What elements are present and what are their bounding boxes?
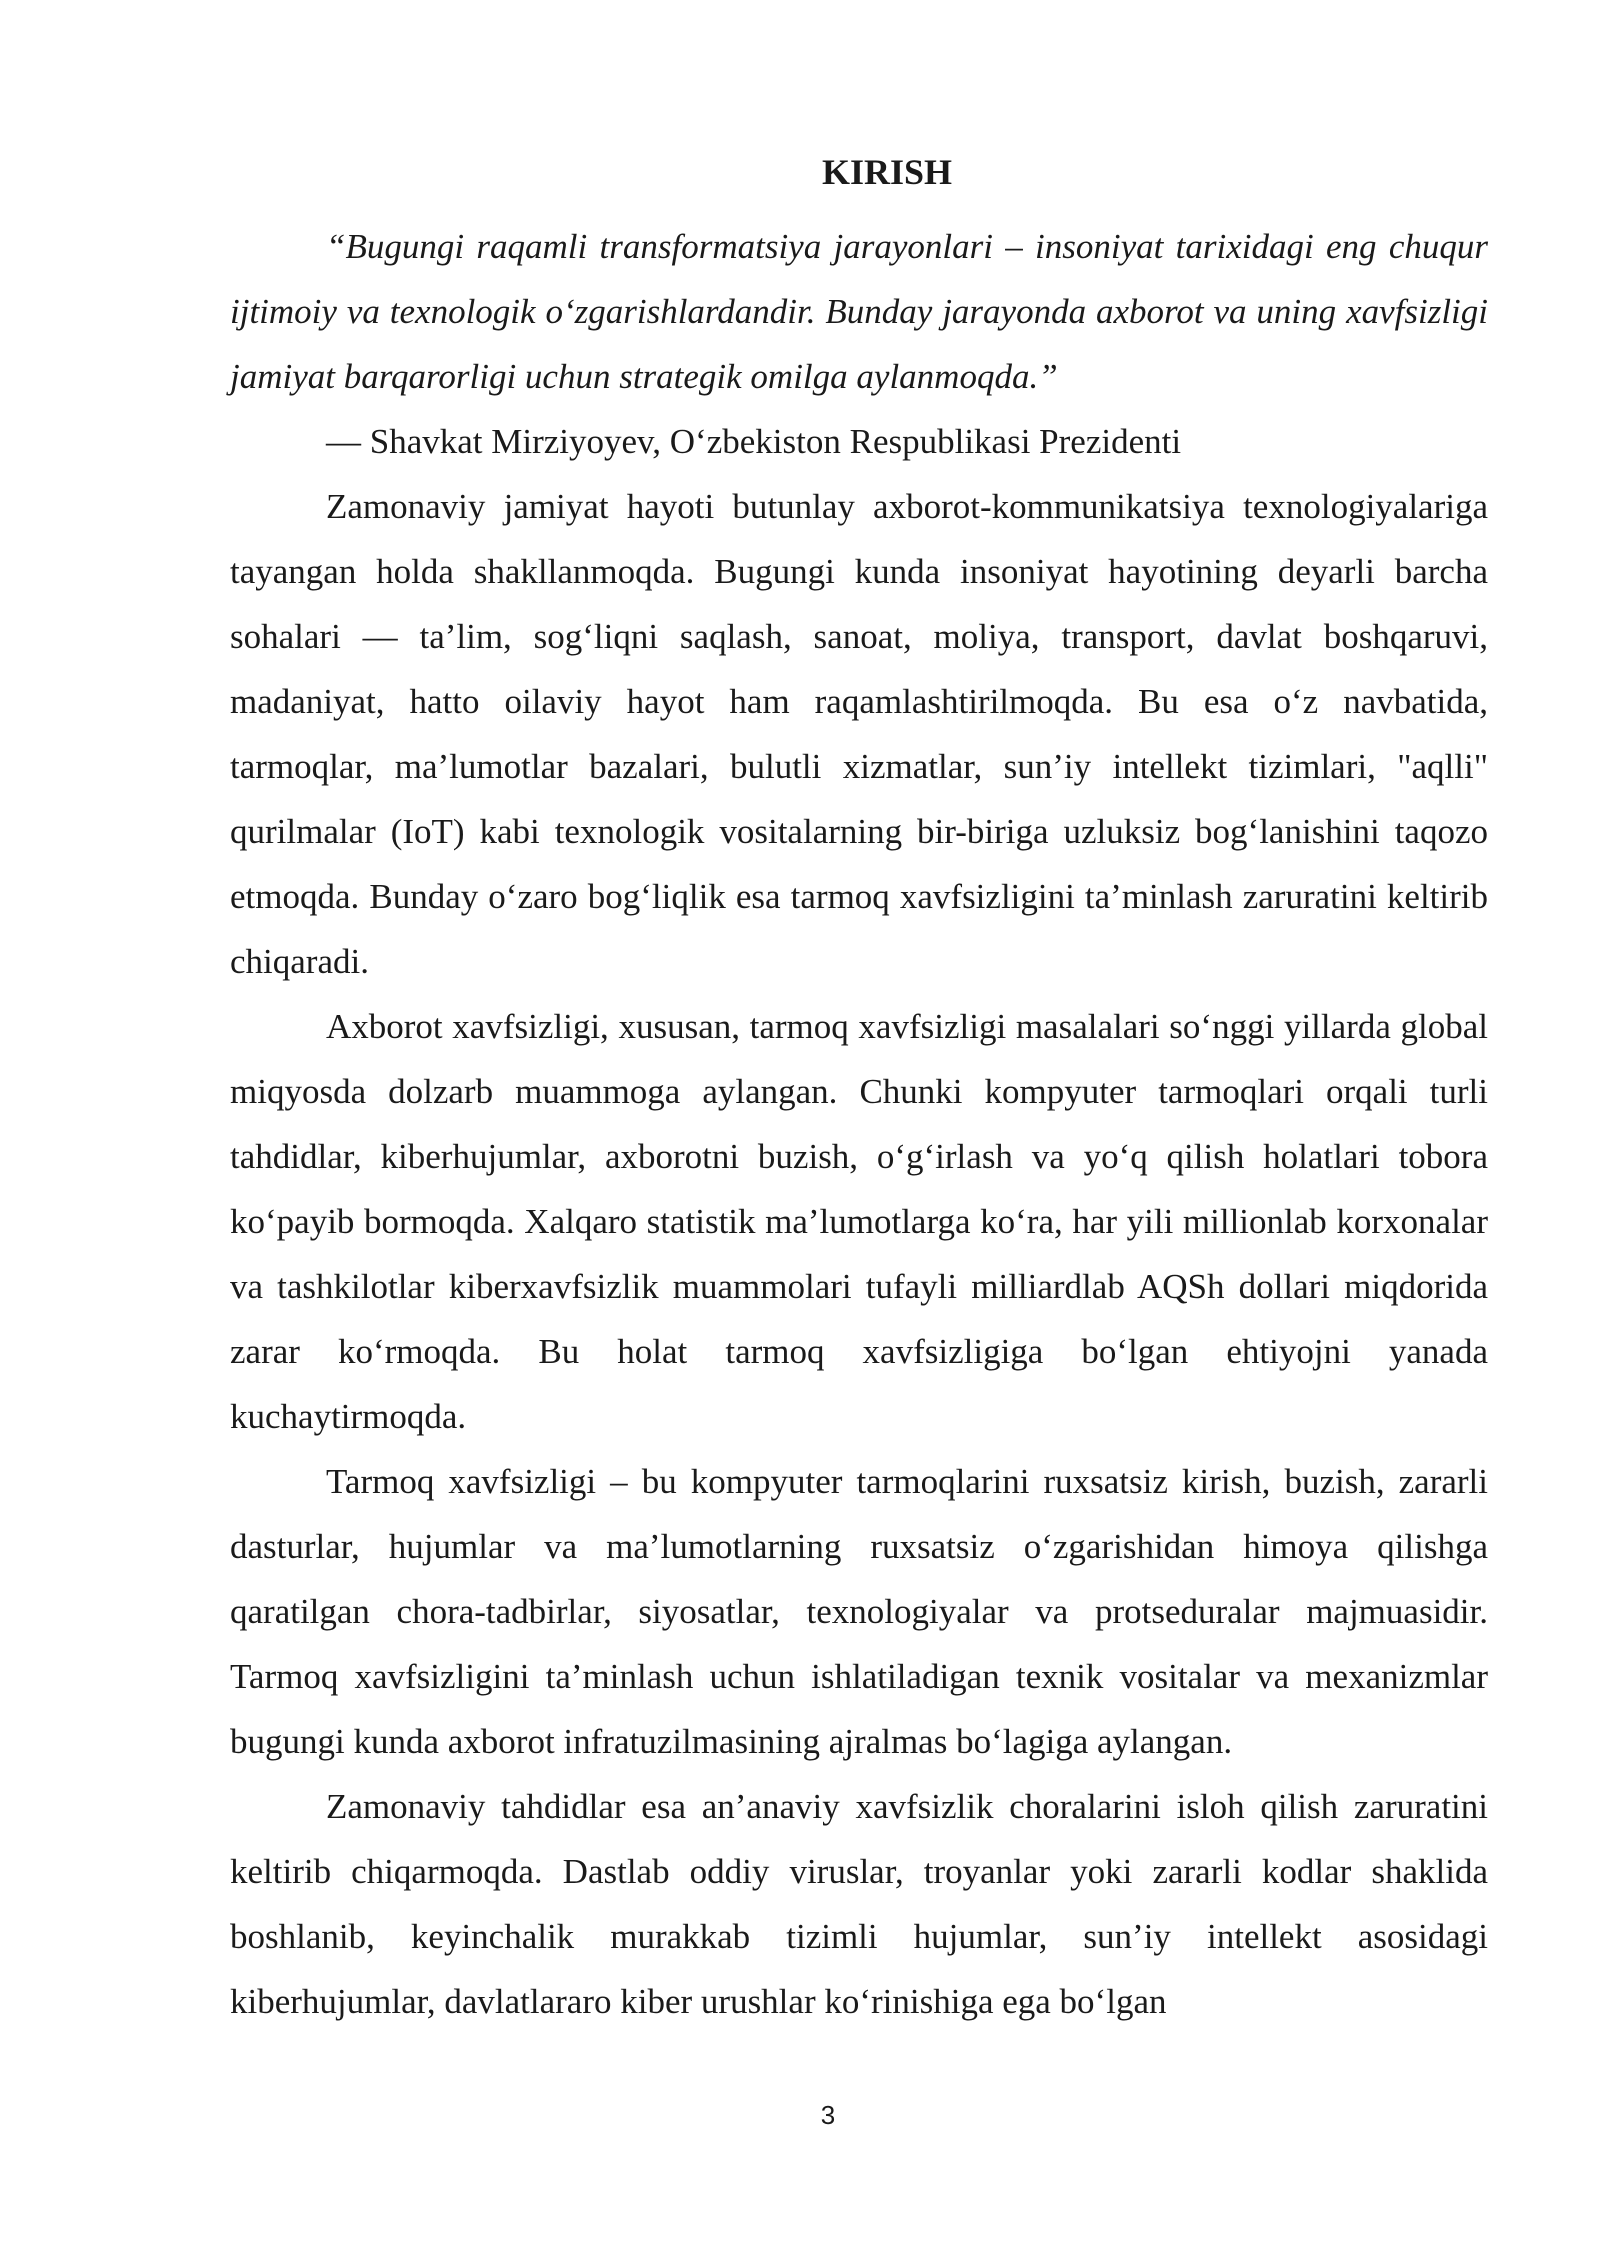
page-content	[230, 148, 1488, 2034]
epigraph-quote: “Bugungi raqamli transformatsiya jarayonlari – insoniyat tarixidagi eng chuqur ijtimoiy va texnologik o‘zgarishlardandir. Bunday jarayonda axborot va uning xavfsizligi jamiyat barqarorligi uchun strategik omilga aylanmoqda.”	[230, 227, 1488, 396]
paragraph-2: Axborot xavfsizligi, xususan, tarmoq xavfsizligi masalalari so‘nggi yillarda global miqyosda dolzarb muammoga aylangan. Chunki kompyuter tarmoqlari orqali turli tahdidlar, kiberhujumlar, axborotni buzish, o‘g‘irlash va yo‘q qilish holatlari tobora ko‘payib bormoqda. Xalqaro statistik ma’lumotlarga ko‘ra, har yili millionlab korxonalar va tashkilotlar kiberxavfsizlik muammolari tufayli milliardlab AQSh dollari miqdorida zarar ko‘rmoqda. Bu holat tarmoq xavfsizligiga bo‘lgan ehtiyojni yanada kuchaytirmoqda.	[230, 1007, 1488, 1436]
page-number: 3	[820, 2100, 836, 2130]
section-title: KIRISH	[821, 152, 953, 192]
paragraph-1: Zamonaviy jamiyat hayoti butunlay axborot-kommunikatsiya texnologiyalariga tayangan holda shakllanmoqda. Bugungi kunda insoniyat hayotining deyarli barcha sohalari — ta’lim, sog‘liqni saqlash, sanoat, moliya, transport, davlat boshqaruvi, madaniyat, hatto oilaviy hayot ham raqamlashtirilmoqda. Bu esa o‘z navbatida, tarmoqlar, ma’lumotlar bazalari, bulutli xizmatlar, sun’iy intellekt tizimlari, "aqlli" qurilmalar (IoT) kabi texnologik vositalarning bir-biriga uzluksiz bog‘lanishini taqozo etmoqda. Bunday o‘zaro bog‘liqlik esa tarmoq xavfsizligini ta’minlash zaruratini keltirib chiqaradi.	[230, 487, 1488, 981]
epigraph-attribution: — Shavkat Mirziyoyev, O‘zbekiston Respublikasi Prezidenti	[326, 422, 1182, 461]
paragraph-3: Tarmoq xavfsizligi – bu kompyuter tarmoqlarini ruxsatsiz kirish, buzish, zararli dasturlar, hujumlar va ma’lumotlarning ruxsatsiz o‘zgarishidan himoya qilishga qaratilgan chora-tadbirlar, siyosatlar, texnologiyalar va protseduralar majmuasidir. Tarmoq xavfsizligini ta’minlash uchun ishlatiladigan texnik vositalar va mexanizmlar bugungi kunda axborot infratuzilmasining ajralmas bo‘lagiga aylangan.	[230, 1462, 1488, 1761]
paragraph-4: Zamonaviy tahdidlar esa an’anaviy xavfsizlik choralarini isloh qilish zaruratini keltirib chiqarmoqda. Dastlab oddiy viruslar, troyanlar yoki zararli kodlar shaklida boshlanib, keyinchalik murakkab tizimli hujumlar, sun’iy intellekt asosidagi kiberhujumlar, davlatlararo kiber urushlar ko‘rinishiga ega bo‘lgan	[230, 1787, 1488, 2021]
